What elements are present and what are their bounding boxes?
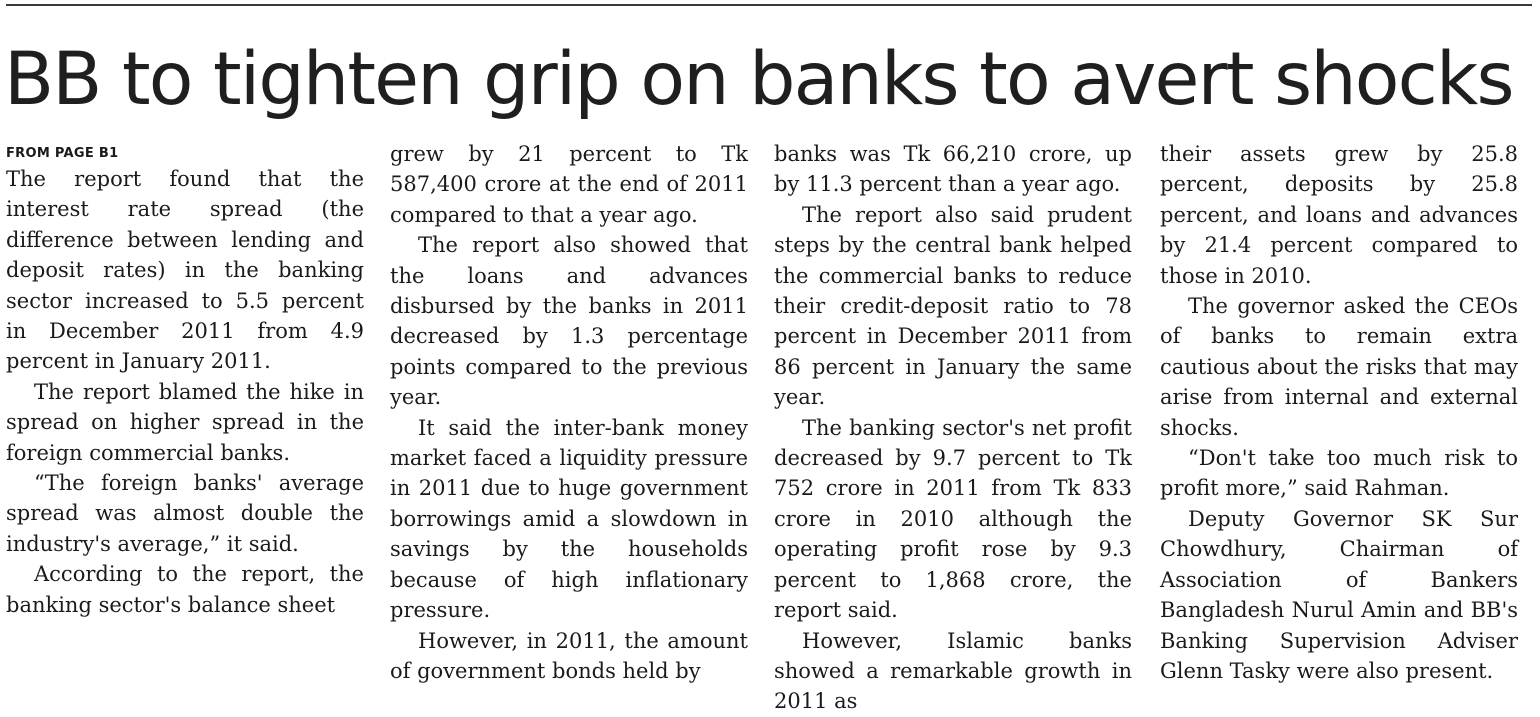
paragraph: “The foreign banks' average spread was almost double the industry's average,” it said. — [6, 471, 364, 556]
article-column-1 — [6, 140, 364, 620]
paragraph: According to the report, the banking sector's balance sheet — [6, 562, 364, 617]
article-column-3 — [774, 140, 1132, 717]
paragraph: The report also showed that the loans and advances disbursed by the banks in 2011 decreased by 1.3 percentage points compared to the previous year. — [390, 233, 748, 410]
paragraph: banks was Tk 66,210 crore, up by 11.3 percent than a year ago. — [774, 142, 1132, 197]
paragraph: their assets grew by 25.8 percent, deposits by 25.8 percent, and loans and advances by 21.4 percent compared to those in 2010. — [1160, 142, 1518, 288]
paragraph: The report found that the interest rate spread (the difference between lending and deposit rates) in the banking sector increased to 5.5 percent in December 2011 from 4.9 percent in January 2011. — [6, 167, 364, 374]
paragraph: The governor asked the CEOs of banks to remain extra cautious about the risks that may arise from internal and external shocks. — [1160, 294, 1518, 440]
paragraph: However, Islamic banks showed a remarkable growth in 2011 as — [774, 628, 1132, 714]
paragraph: However, in 2011, the amount of government bonds held by — [390, 628, 748, 683]
paragraph: “Don't take too much risk to profit more,” said Rahman. — [1160, 446, 1518, 501]
top-rule — [6, 4, 1532, 6]
paragraph: The report also said prudent steps by the central bank helped the commercial banks to reduce their credit-deposit ratio to 78 percent in December 2011 from 86 percent in January the same year. — [774, 202, 1132, 410]
paragraph: The report blamed the hike in spread on higher spread in the foreign commercial banks. — [6, 379, 364, 465]
paragraph: The banking sector's net profit decreased by 9.7 percent to Tk 752 crore in 2011 from Tk 833 crore in 2010 although the operating profit rose by 9.3 percent to 1,868 crore, the report said. — [774, 415, 1132, 623]
headline: BB to tighten grip on banks to avert shocks — [4, 37, 1513, 122]
paragraph: grew by 21 percent to Tk 587,400 crore at the end of 2011 compared to that a year ago. — [390, 142, 748, 227]
article-column-2 — [390, 140, 748, 686]
article-column-4 — [1160, 140, 1518, 686]
paragraph: Deputy Governor SK Sur Chowdhury, Chairman of Association of Bankers Bangladesh Nurul Amin and BB's Banking Supervision Adviser Glenn Tasky were also present. — [1160, 506, 1518, 683]
article-body — [6, 140, 1520, 714]
paragraph: It said the inter-bank money market faced a liquidity pressure in 2011 due to huge government borrowings amid a slowdown in savings by the households because of high inflationary pressure. — [390, 415, 748, 623]
kicker: FROM PAGE B1 — [6, 146, 119, 161]
